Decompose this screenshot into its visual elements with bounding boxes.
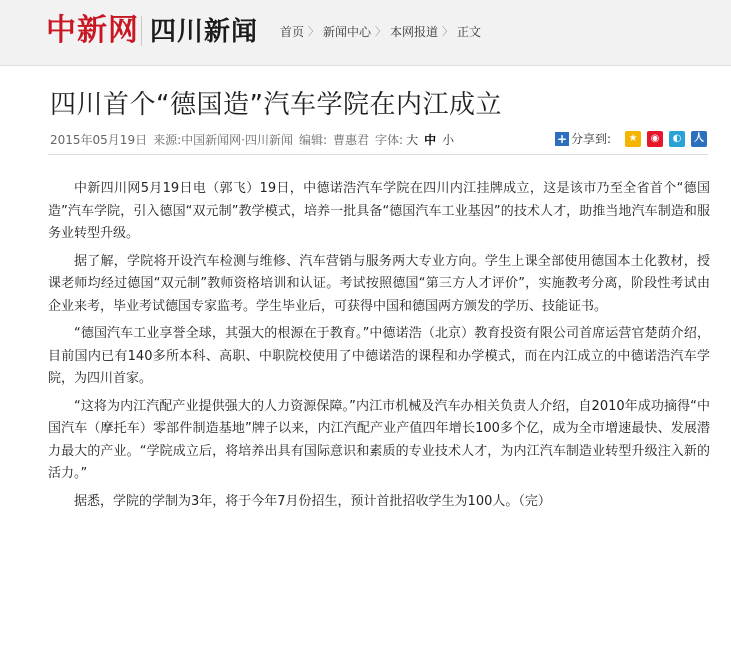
channel-logo[interactable]: 四川新闻 (150, 17, 259, 47)
article-paragraph: 据悉，学院的学制为3年，将于今年7月份招生，预计首批招收学生为100人。（完） (74, 493, 551, 509)
font-size-large[interactable]: 大 (406, 133, 419, 147)
tencent-weibo-icon[interactable]: ◐ (669, 131, 685, 147)
article-meta (50, 132, 457, 148)
breadcrumb-current: 正文 (457, 25, 482, 39)
site-header (0, 0, 731, 66)
qzone-icon[interactable]: ★ (625, 131, 641, 147)
share-label: 分享到: (571, 132, 612, 146)
breadcrumb-local-reports[interactable]: 本网报道 (390, 25, 439, 39)
breadcrumb-home[interactable]: 首页 (280, 25, 305, 39)
article-editor: 曹惠君 (333, 133, 370, 147)
article-date: 2015年05月19日 (50, 133, 148, 147)
logo-divider (141, 16, 142, 46)
font-size-small[interactable]: 小 (442, 133, 455, 147)
editor-label: 编辑: (298, 133, 328, 147)
share-plus-icon[interactable]: + (556, 131, 568, 146)
article-source: 中国新闻网·四川新闻 (181, 133, 293, 147)
article-title: 四川首个“德国造”汽车学院在内江成立 (50, 90, 502, 120)
breadcrumb-news-center[interactable]: 新闻中心 (323, 25, 372, 39)
meta-divider (48, 154, 708, 155)
article-paragraph: 中新四川网5月19日电（郭飞）19日，中德诺浩汽车学院在四川内江挂牌成立，这是该市乃至全省首个“德国造”汽车学院，引入德国“双元制”教学模式，培养一批具备“德国汽车工业基因”的技术人才，助推当地汽车制造和服务业转型升级。 (48, 181, 710, 241)
article-paragraph: “德国汽车工业享誉全球，其强大的根源在于教育。”中德诺浩（北京）教育投资有限公司首席运营官楚荫介绍，目前国内已有140多所本科、高职、中职院校使用了中德诺浩的课程和办学模式，而在内江成立的中德诺浩汽车学院，为四川首家。 (48, 326, 710, 386)
article-body (48, 178, 710, 518)
weibo-icon[interactable]: ◉ (647, 131, 663, 147)
font-size-label: 字体: (375, 133, 404, 147)
site-logo[interactable]: 中新网 (46, 13, 139, 48)
breadcrumb (280, 24, 481, 40)
renren-icon[interactable]: 人 (691, 131, 707, 147)
font-size-medium[interactable]: 中 (424, 133, 437, 147)
share-bar (555, 130, 707, 147)
source-label: 来源: (153, 133, 182, 147)
breadcrumb-separator: 〉 (308, 25, 320, 38)
article-paragraph: “这将为内江汽配产业提供强大的人力资源保障。”内江市机械及汽车办相关负责人介绍，自2010年成功摘得“中国汽车（摩托车）零部件制造基地”牌子以来，内江汽配产业产值四年增长100多个亿，成为全市增速最快、发展潜力最大的产业。“学院成立后，将培养出具有国际意识和素质的专业技术人才，为内江汽车制造业转型升级注入新的活力。” (48, 398, 710, 481)
breadcrumb-separator: 〉 (375, 25, 387, 38)
breadcrumb-separator: 〉 (442, 25, 454, 38)
article-paragraph: 据了解，学院将开设汽车检测与维修、汽车营销与服务两大专业方向。学生上课全部使用德国本土化教材，授课老师均经过德国“双元制”教师资格培训和认证。考试按照德国“第三方人才评价”，实施教考分离，阶段性考试由企业来考，毕业考试德国专家监考。学生毕业后，可获得中国和德国两方颁发的学历、技能证书。 (48, 253, 710, 314)
